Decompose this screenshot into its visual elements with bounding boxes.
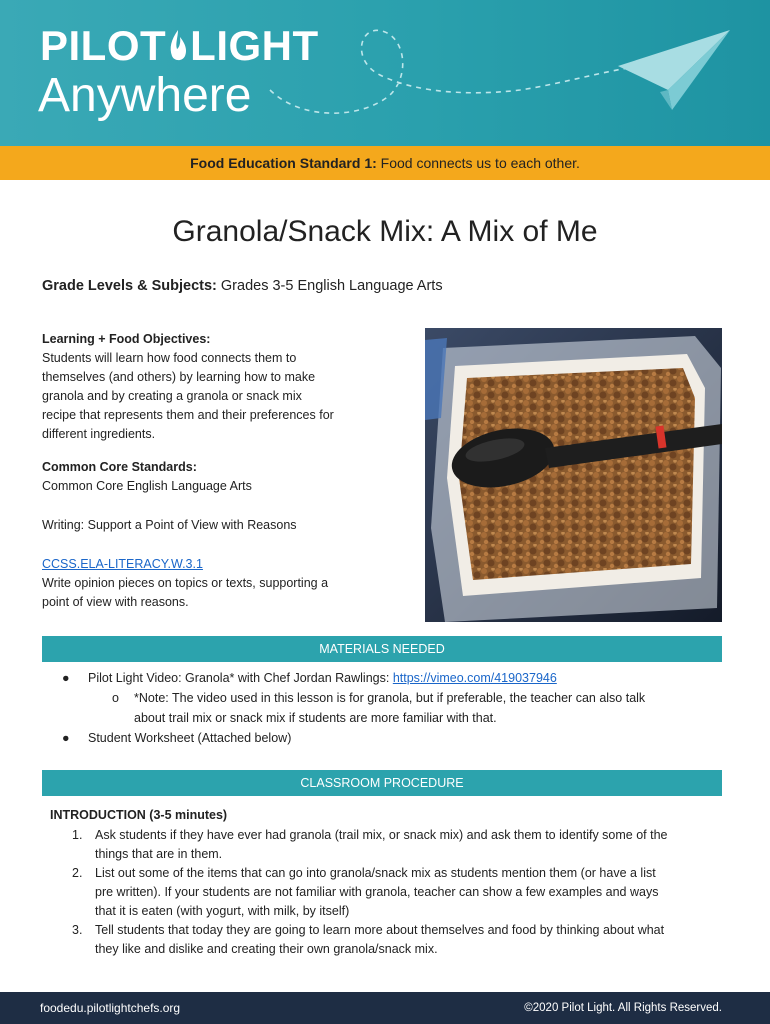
footer-site-link[interactable]: foodedu.pilotlightchefs.org [40,1001,181,1015]
logo-pilot: PILOT [40,22,167,69]
standards-desc-line: Write opinion pieces on topics or texts, supporting a [42,576,329,590]
standards-desc-line: point of view with reasons. [42,595,189,609]
list-item [50,826,720,864]
objectives-line: granola and by creating a granola or snack mix [42,389,302,403]
granola-photo-image [425,328,722,622]
list-item [60,668,720,688]
step-line: Ask students if they have ever had granola (trail mix, or snack mix) and ask them to identify some of the [95,828,668,842]
standards-heading: Common Core Standards: [42,460,197,474]
flame-icon [167,28,189,64]
step-line: they like and dislike and creating their own granola/snack mix. [95,942,438,956]
note-line: *Note: The video used in this lesson is for granola, but if preferable, the teacher can also talk [134,691,646,705]
logo-wordmark [40,22,319,70]
standard-label: Food Education Standard 1: [190,155,377,171]
grade-text: Grades 3-5 English Language Arts [220,278,443,294]
step-line: List out some of the items that can go into granola/snack mix as students mention them (or have a list [95,866,656,880]
step-number: 3. [72,923,83,937]
page-header [0,0,770,146]
objectives-heading: Learning + Food Objectives: [42,332,211,346]
objectives-line: themselves (and others) by learning how to make [42,370,316,384]
procedure-heading-bar: CLASSROOM PROCEDURE [42,770,722,796]
list-item [50,864,720,921]
granola-photo [425,328,722,622]
step-line: that it is eaten (with yogurt, with milk, by itself) [95,904,350,918]
objectives-line: recipe that represents them and their preferences for [42,408,334,422]
page-footer [0,992,770,1024]
food-standard-bar [0,146,770,180]
step-line: things that are in them. [95,847,223,861]
note-line: about trail mix or snack mix if students are more familiar with that. [134,711,497,725]
material-worksheet-text: Student Worksheet (Attached below) [88,731,292,745]
bullet-icon: ● [62,671,70,685]
step-number: 1. [72,828,83,842]
step-line: Tell students that today they are going to learn more about themselves and food by thinking about what [95,923,665,937]
bullet-icon: ● [62,731,70,745]
materials-list [60,668,720,748]
objectives-line: Students will learn how food connects them to [42,351,297,365]
list-item [50,921,720,959]
objectives-line: different ingredients. [42,427,156,441]
materials-heading-bar: MATERIALS NEEDED [42,636,722,662]
list-item [60,728,720,748]
standard-text: Food connects us to each other. [380,155,580,171]
objectives-column [42,330,372,612]
video-link[interactable]: https://vimeo.com/419037946 [392,671,557,685]
standards-code-link[interactable]: CCSS.ELA-LITERACY.W.3.1 [42,557,203,571]
standards-writing: Writing: Support a Point of View with Reasons [42,518,297,532]
step-line: pre written). If your students are not familiar with granola, teacher can show a few examples and ways [95,885,659,899]
list-item [60,688,720,728]
lesson-title: Granola/Snack Mix: A Mix of Me [172,215,598,248]
procedure-section [50,806,720,959]
paper-plane-icon [618,30,730,110]
logo-anywhere: Anywhere [38,69,252,122]
logo-light: LIGHT [190,22,319,69]
sub-bullet-icon: o [112,691,119,705]
material-video-text: Pilot Light Video: Granola* with Chef Jordan Rawlings: [88,671,393,685]
footer-copyright: ©2020 Pilot Light. All Rights Reserved. [524,1002,722,1014]
standards-line: Common Core English Language Arts [42,479,252,493]
step-number: 2. [72,866,83,880]
grade-levels [42,276,443,296]
grade-label: Grade Levels & Subjects: [42,278,217,294]
intro-heading: INTRODUCTION (3-5 minutes) [50,808,228,822]
